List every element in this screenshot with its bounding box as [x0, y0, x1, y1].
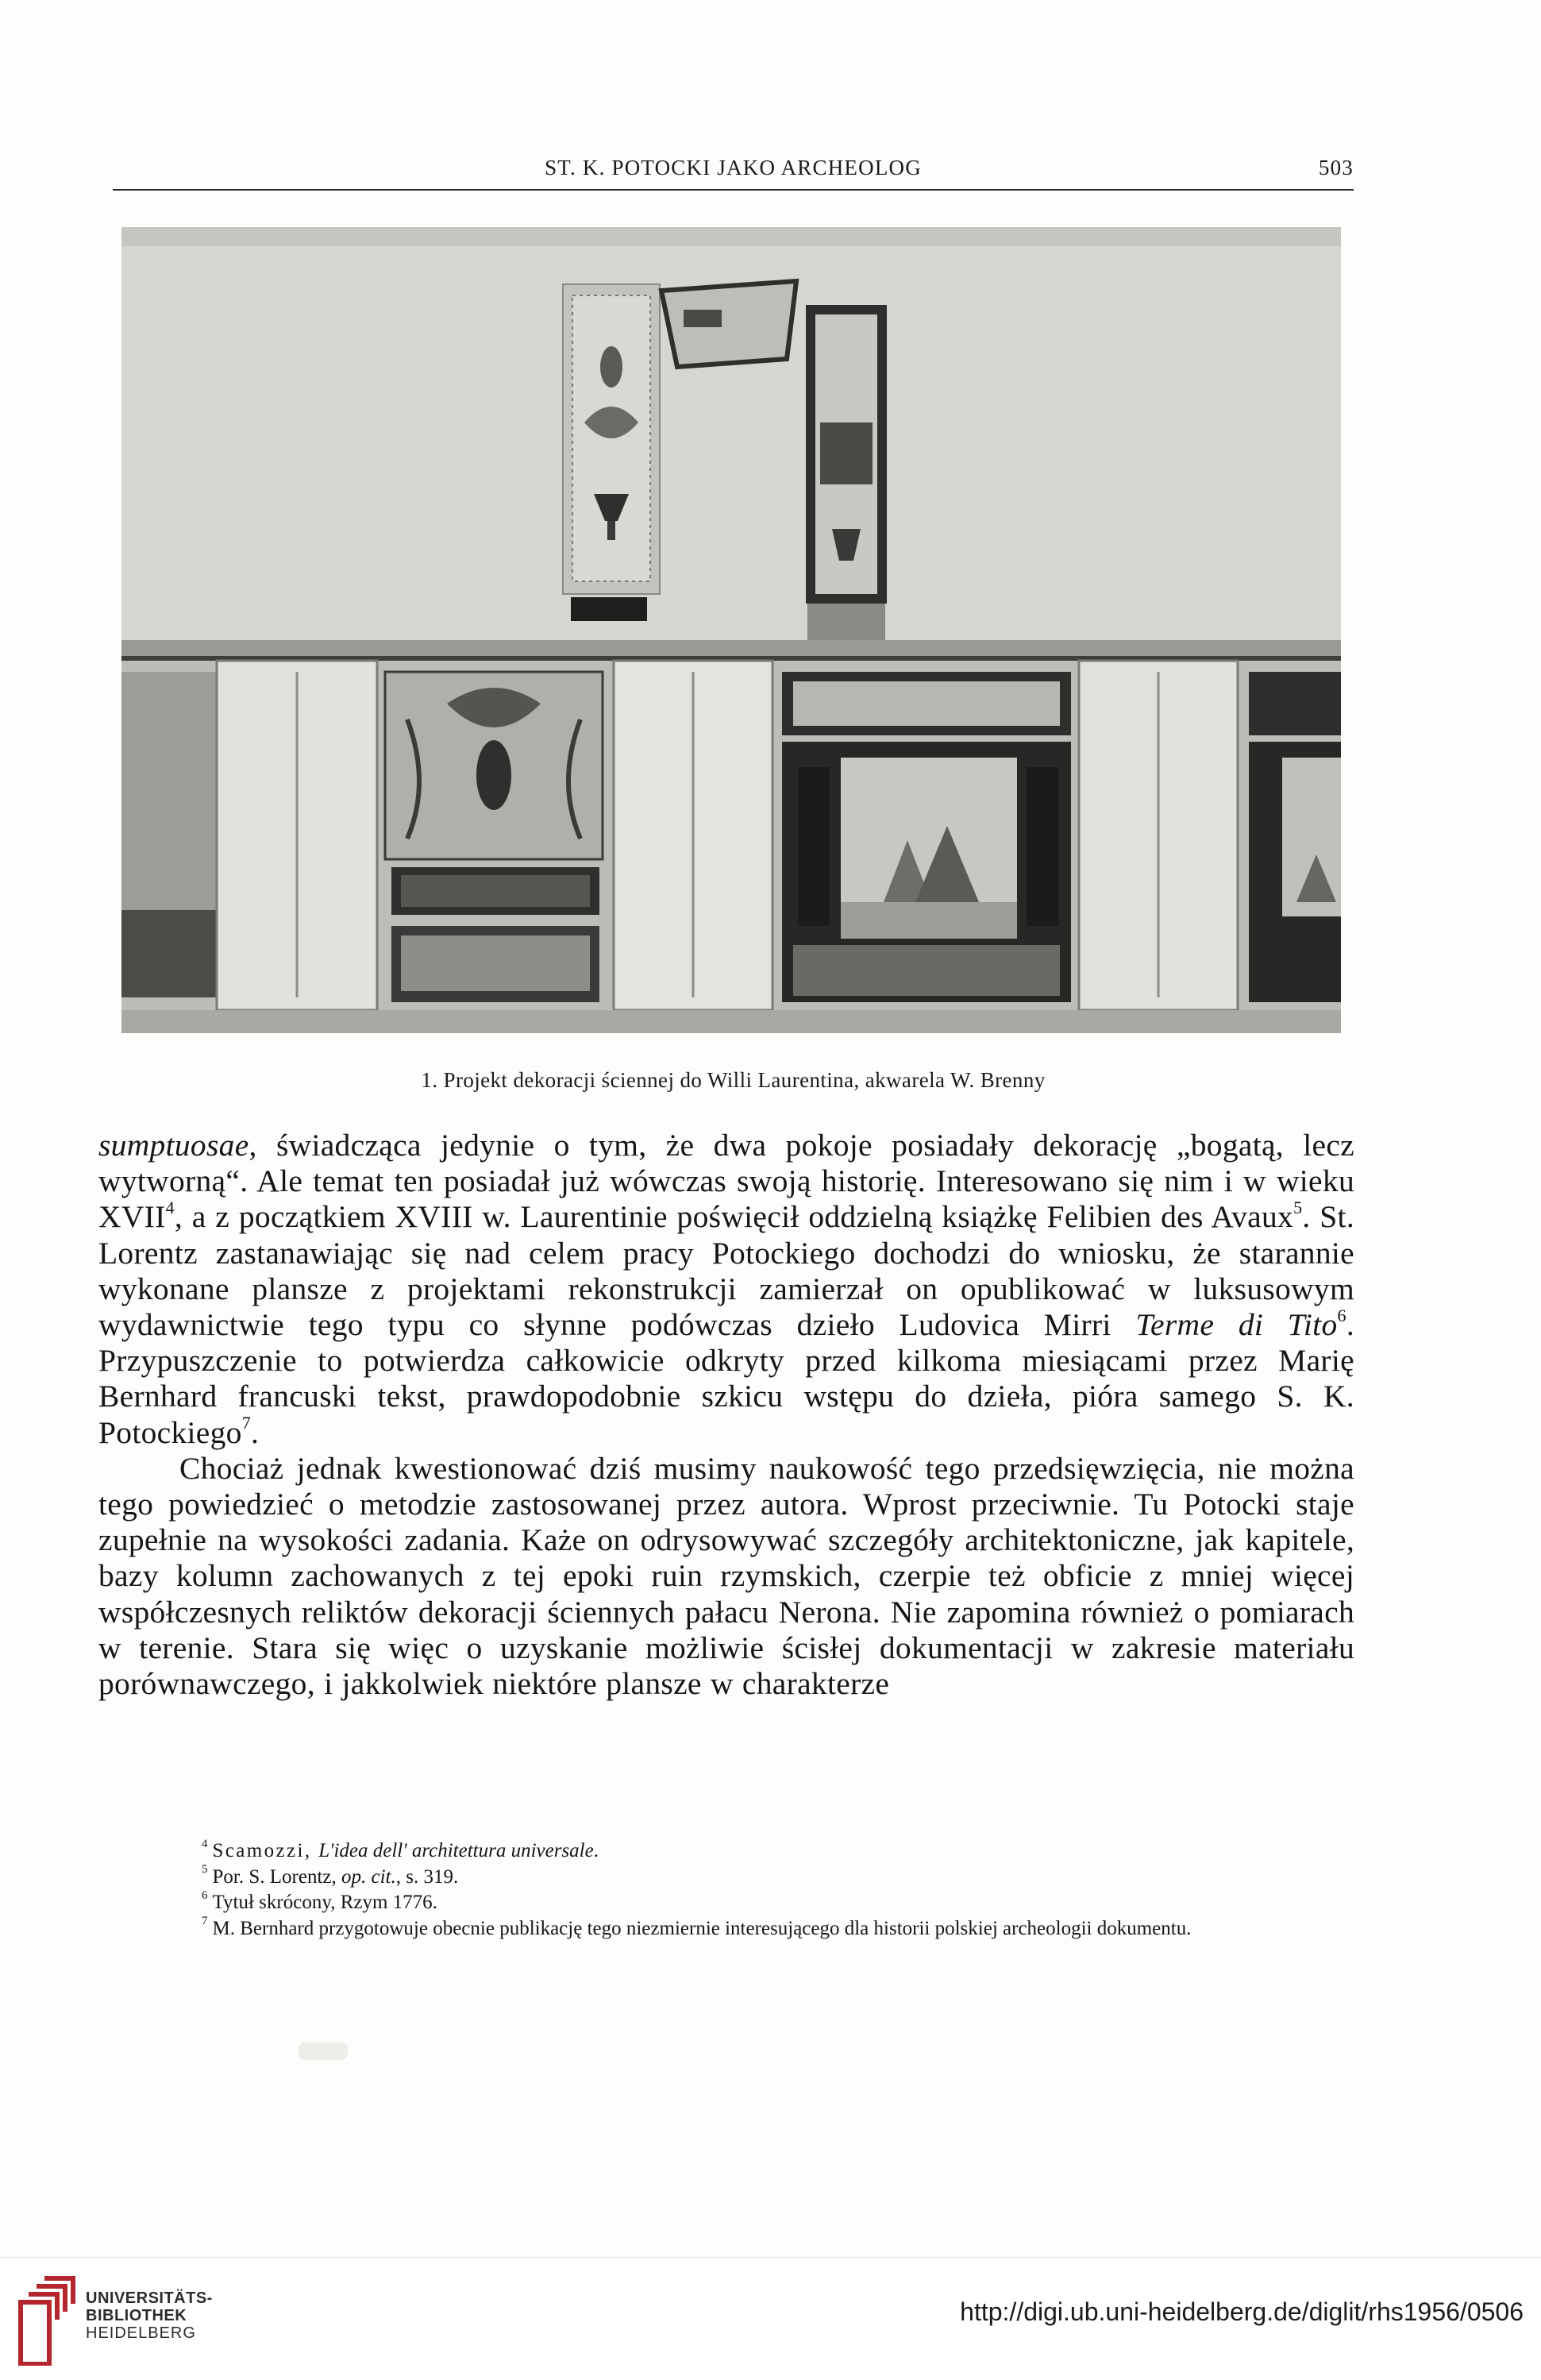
footer — [0, 2257, 1541, 2380]
text-run: , a z początkiem XVIII w. Laurentinie poświęcił oddzielną książkę Felibien des Avaux — [174, 1199, 1294, 1235]
running-head — [113, 152, 1354, 187]
footnote-ref: 6 — [1337, 1305, 1346, 1325]
library-name-line: HEIDELBERG — [86, 2324, 196, 2342]
footnote-text: Por. S. Lorentz, — [212, 1865, 341, 1888]
page-number: 503 — [1318, 156, 1354, 179]
body-text — [98, 1128, 1354, 1702]
footnote-text: Scamozzi, — [212, 1840, 319, 1861]
header-rule — [113, 189, 1354, 191]
text-run: . Przypuszczenie to potwierdza całkowicie odkryty przed kilkoma miesiącami przez Marię Bernhard francuski tekst, prawdopodobnie szkicu wstępu do dzieła, pióra samego S. K. Potockiego — [98, 1307, 1354, 1450]
figure-caption: 1. Projekt dekoracji ściennej do Willi Laurentina, akwarela W. Brenny — [421, 1068, 1046, 1092]
footnote — [98, 1890, 1354, 1916]
footnote — [98, 1865, 1354, 1891]
footnote-number: 7 — [202, 1915, 208, 1928]
footnote — [98, 1916, 1354, 1942]
footnote-number: 6 — [202, 1888, 208, 1902]
running-head-title: ST. K. POTOCKI JAKO ARCHEOLOG — [545, 156, 922, 179]
footnote-text: , s. 319. — [395, 1865, 459, 1888]
footnote-text: Tytuł skrócony, Rzym 1776. — [212, 1892, 437, 1913]
wall-decoration-image — [121, 227, 1341, 1033]
paragraph-2: Chociaż jednak kwestionować dziś musimy naukowość tego przedsięwzięcia, nie można tego powiedzieć o metodzie zastosowanej przez autora. Wprost przeciwnie. Tu Potocki staje zupełnie na wysokości zadania. Każe on odrysowywać szczegóły architektoniczne, jak kapitele, bazy kolumn zachowanych z tej epoki ruin rzymskich, czerpie też obficie z mniej więcej współczesnych reliktów dekoracji ściennych pałacu Nerona. Nie zapomina również o pomiarach w terenie. Stara się więc o uzyskanie możliwie ścisłej dokumentacji w zakresie materiału porównawczego, i jakkolwiek niektóre plansze w charakterze — [98, 1450, 1354, 1702]
text-run: sumptuosae — [98, 1128, 249, 1163]
footnote-ref: 7 — [241, 1413, 252, 1433]
footnote-number: 4 — [202, 1837, 208, 1850]
library-logo-icon — [13, 2272, 79, 2366]
footnotes — [98, 1838, 1354, 1942]
source-url[interactable]: http://digi.ub.uni-heidelberg.de/diglit/rhs1956/0506 — [960, 2297, 1524, 2326]
library-name-line: BIBLIOTHEK — [86, 2307, 187, 2324]
footnote-text: L'idea dell' architettura universale — [318, 1840, 594, 1861]
footnote-text: op. cit. — [341, 1865, 396, 1888]
library-name — [86, 2289, 213, 2342]
paper-blemish — [299, 2042, 348, 2060]
text-run: Terme di Tito — [1135, 1307, 1338, 1343]
footnote-ref: 4 — [165, 1198, 175, 1218]
footnote-text: . — [593, 1840, 599, 1861]
text-run: , świadcząca jedynie o tym, że dwa pokoje posiadały dekorację „bogatą, lecz wytworną“. Ale temat ten posiadał już wówczas swoją historię. Interesowano się nim i w wieku XVII — [98, 1128, 1354, 1235]
text-run: . — [251, 1414, 260, 1450]
footnote-ref: 5 — [1293, 1198, 1303, 1218]
figure-wall-decoration — [121, 227, 1341, 1033]
paragraph-1 — [98, 1128, 1354, 1451]
text-run: . St. Lorentz zastanawiając się nad celem pracy Potockiego dochodzi do wniosku, że starannie wykonane plansze z projektami rekonstrukcji zamierzał on opublikować w luksusowym wydawnictwie tego typu co słynne podówczas dzieło Ludovica Mirri — [98, 1199, 1354, 1343]
footnote-text: M. Bernhard przygotowuje obecnie publikację tego niezmiernie interesującego dla historii polskiej archeologii dokumentu. — [212, 1917, 1192, 1939]
footnote — [98, 1838, 1354, 1865]
footnote-number: 5 — [202, 1863, 208, 1877]
library-name-line: UNIVERSITÄTS- — [86, 2289, 213, 2307]
